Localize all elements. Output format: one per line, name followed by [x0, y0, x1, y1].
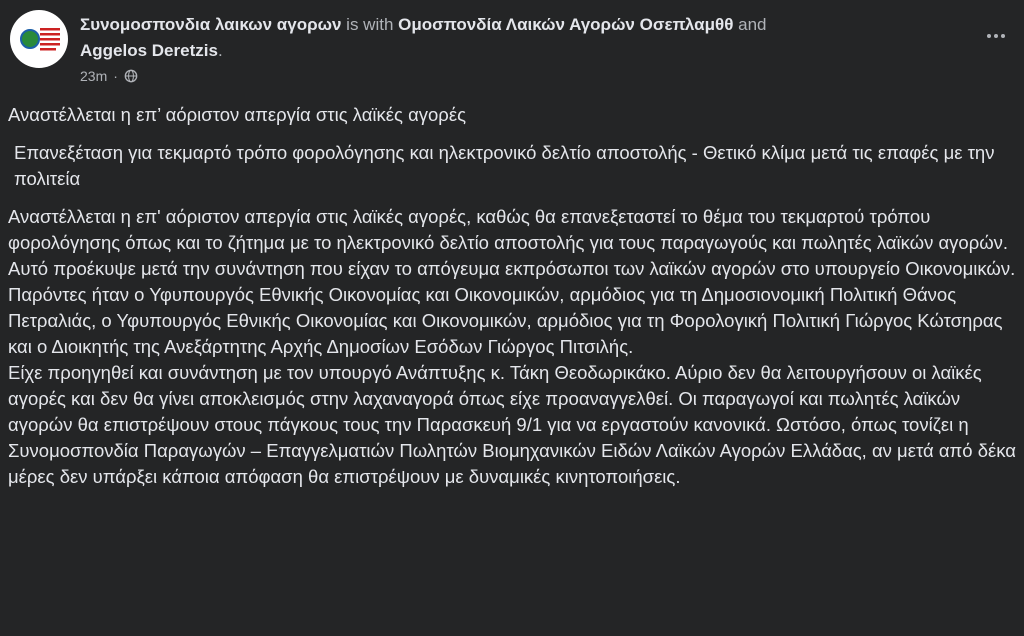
post-body: [8, 102, 1016, 490]
header-period: .: [217, 41, 223, 60]
and-text: and: [738, 15, 767, 34]
tagged-page-name[interactable]: Ομοσπονδία Λαικών Αγορών Οσεπλαμθθ: [398, 15, 734, 34]
more-options-icon: [987, 34, 991, 38]
globe-icon[interactable]: [124, 69, 138, 83]
author-name[interactable]: Συνομοσπονδια λαικων αγορων: [80, 15, 342, 34]
more-options-button[interactable]: [982, 22, 1010, 50]
post-header: [80, 12, 940, 64]
avatar-logo-icon: [10, 10, 68, 68]
more-options-icon: [994, 34, 998, 38]
tagged-user-name[interactable]: Aggelos Deretzis: [80, 41, 218, 60]
post-timestamp[interactable]: 23m: [80, 68, 108, 84]
post-paragraph: Παρόντες ήταν ο Υφυπουργός Εθνικής Οικονομίας και Οικονομικών, αρμόδιος για τη Δημοσιονομική Πολιτική Θάνος Πετραλιάς, ο Υφυπουργός Εθνικής Οικονομίας και Οικονομικών, αρμόδιος για τη Φορολογική Πολιτική Γιώργος Κώτσηρας και ο Διοικητής της Ανεξάρτητης Αρχής Δημοσίων Εσόδων Γιώργος Πιτσιλής.: [8, 284, 1003, 357]
post-paragraph: Αναστέλλεται η επ' αόριστον απεργία στις λαϊκές αγορές, καθώς θα επανεξεταστεί το θέμα του τεκμαρτού τρόπου φορολόγησης όπως και το ζήτημα με το ηλεκτρονικό δελτίο αποστολής για τους παραγωγούς και πωλητές λαϊκών αγορών.: [8, 206, 1009, 253]
avatar[interactable]: [10, 10, 68, 68]
post-paragraph: Είχε προηγηθεί και συνάντηση με τον υπουργό Ανάπτυξης κ. Τάκη Θεοδωρικάκο. Αύριο δεν θα λειτουργήσουν οι λαϊκές αγορές και δεν θα γίνει αποκλεισμός στην λαχαναγορά όπως είχε προαναγγελθεί. Οι παραγωγοί και πωλητές λαϊκών αγορών θα επιστρέψουν στους πάγκους τους την Παρασκευή 9/1 για να εργαστούν κανονικά. Ωστόσο, όπως τονίζει η Συνομοσπονδία Παραγωγών – Επαγγελματιών Πωλητών Βιομηχανικών Ειδών Λαϊκών Αγορών Ελλάδας, αν μετά από δέκα μέρες δεν υπάρξει κάποια απόφαση θα επιστρέψουν με δυναμικές κινητοποιήσεις.: [8, 362, 1016, 487]
meta-separator: ·: [113, 68, 118, 84]
post-title: Αναστέλλεται η επ’ αόριστον απεργία στις λαϊκές αγορές: [8, 104, 466, 125]
with-text: is with: [346, 15, 394, 34]
more-options-icon: [1001, 34, 1005, 38]
post-header-line: [80, 12, 940, 64]
post-paragraph: Αυτό προέκυψε μετά την συνάντηση που είχαν το απόγευμα εκπρόσωποι των λαϊκών αγορών στο υπουργείο Οικονομικών.: [8, 258, 1016, 279]
post-meta: [80, 68, 138, 84]
post-subtitle: Επανεξέταση για τεκμαρτό τρόπο φορολόγησης και ηλεκτρονικό δελτίο αποστολής - Θετικό κλίμα μετά τις επαφές με την πολιτεία: [14, 142, 995, 189]
